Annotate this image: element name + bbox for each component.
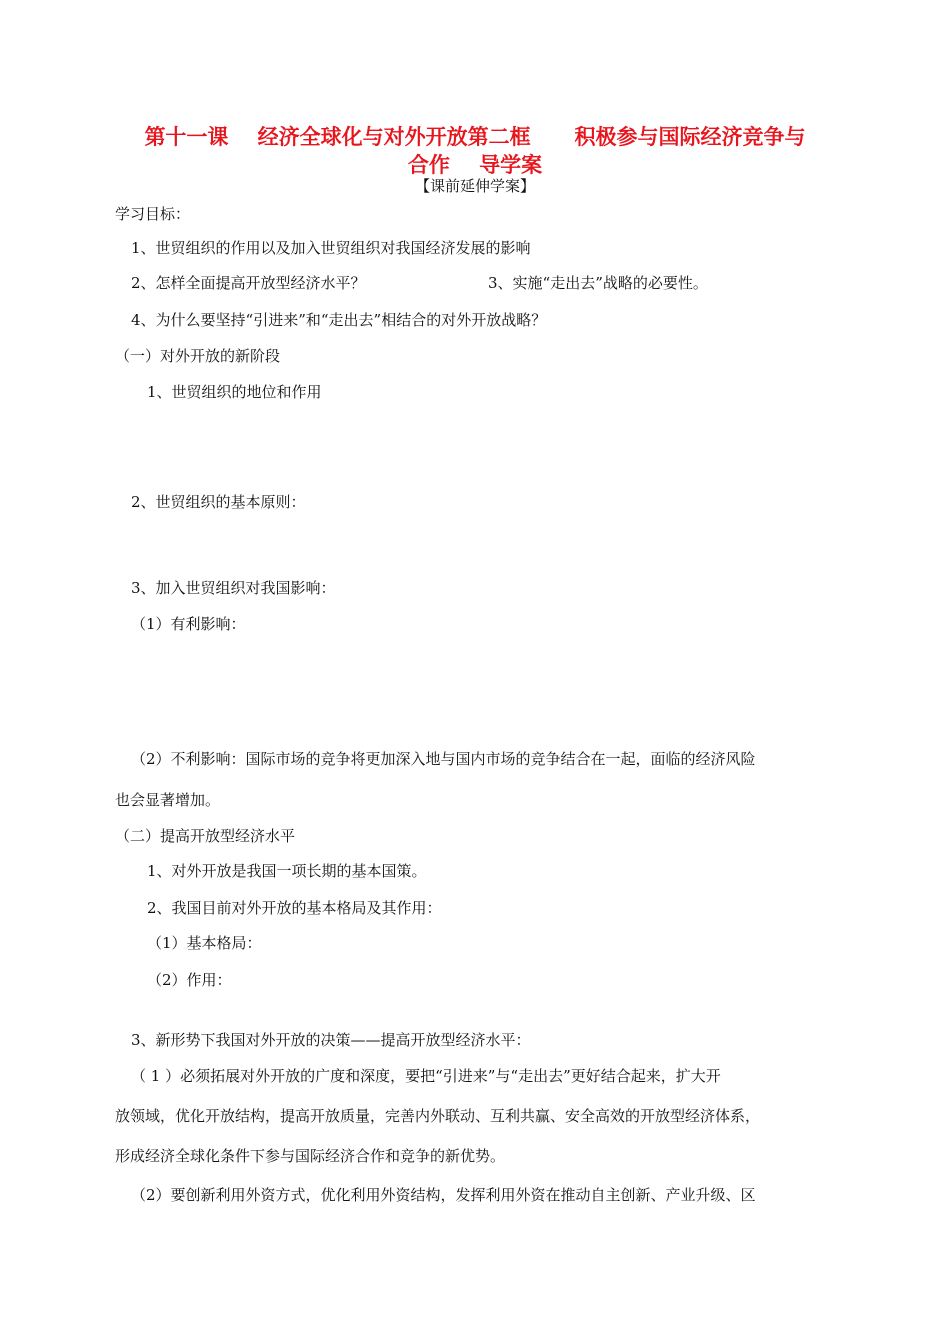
section-1-heading: （一）对外开放的新阶段 xyxy=(115,347,281,365)
section-2-item-3-a-line-3: 形成经济全球化条件下参与国际经济合作和竞争的新优势。 xyxy=(115,1147,506,1165)
objective-2: 2、怎样全面提高开放型经济水平？ xyxy=(131,274,366,292)
section-2-item-3-b-line-1: （2）要创新利用外资方式，优化利用外资结构，发挥利用外资在推动自主创新、产业升级、区 xyxy=(131,1186,756,1204)
document-title-line-1: 第十一课 经济全球化与对外开放第二框 积极参与国际经济竞争与 xyxy=(144,125,806,149)
section-2-item-1: 1、对外开放是我国一项长期的基本国策。 xyxy=(147,862,427,880)
section-1-item-3: 3、加入世贸组织对我国影响： xyxy=(131,579,336,597)
section-2-item-2-a: （1）基本格局： xyxy=(147,934,262,952)
section-2-heading: （二）提高开放型经济水平 xyxy=(115,827,296,845)
section-1-item-3-a: （1）有利影响： xyxy=(131,615,246,633)
section-2-item-3-a-line-1: （ 1 ）必须拓展对外开放的广度和深度，要把“引进来”与“走出去”更好结合起来，扩大开 xyxy=(131,1067,721,1085)
section-2-item-2: 2、我国目前对外开放的基本格局及其作用： xyxy=(147,899,442,917)
objective-1: 1、世贸组织的作用以及加入世贸组织对我国经济发展的影响 xyxy=(131,239,531,257)
section-2-item-2-b: （2）作用： xyxy=(147,971,232,989)
section-1-item-3-b-line-2: 也会显著增加。 xyxy=(115,791,221,809)
section-1-item-3-b-line-1: （2）不利影响：国际市场的竞争将更加深入地与国内市场的竞争结合在一起，面临的经济风险 xyxy=(131,750,756,768)
document-subtitle: 【课前延伸学案】 xyxy=(414,177,535,195)
document-title-line-2: 合作 导学案 xyxy=(407,153,543,177)
section-1-item-1: 1、世贸组织的地位和作用 xyxy=(147,383,322,401)
section-2-item-3-a-line-2: 放领域，优化开放结构，提高开放质量，完善内外联动、互利共赢、安全高效的开放型经济体系， xyxy=(115,1107,761,1125)
section-1-item-2: 2、世贸组织的基本原则： xyxy=(131,493,306,511)
objective-4: 4、为什么要坚持“引进来”和“走出去”相结合的对外开放战略？ xyxy=(131,311,547,329)
objective-3: 3、实施“走出去”战略的必要性。 xyxy=(488,274,708,292)
objectives-heading: 学习目标： xyxy=(115,205,191,223)
section-2-item-3: 3、新形势下我国对外开放的决策——提高开放型经济水平： xyxy=(131,1031,531,1049)
